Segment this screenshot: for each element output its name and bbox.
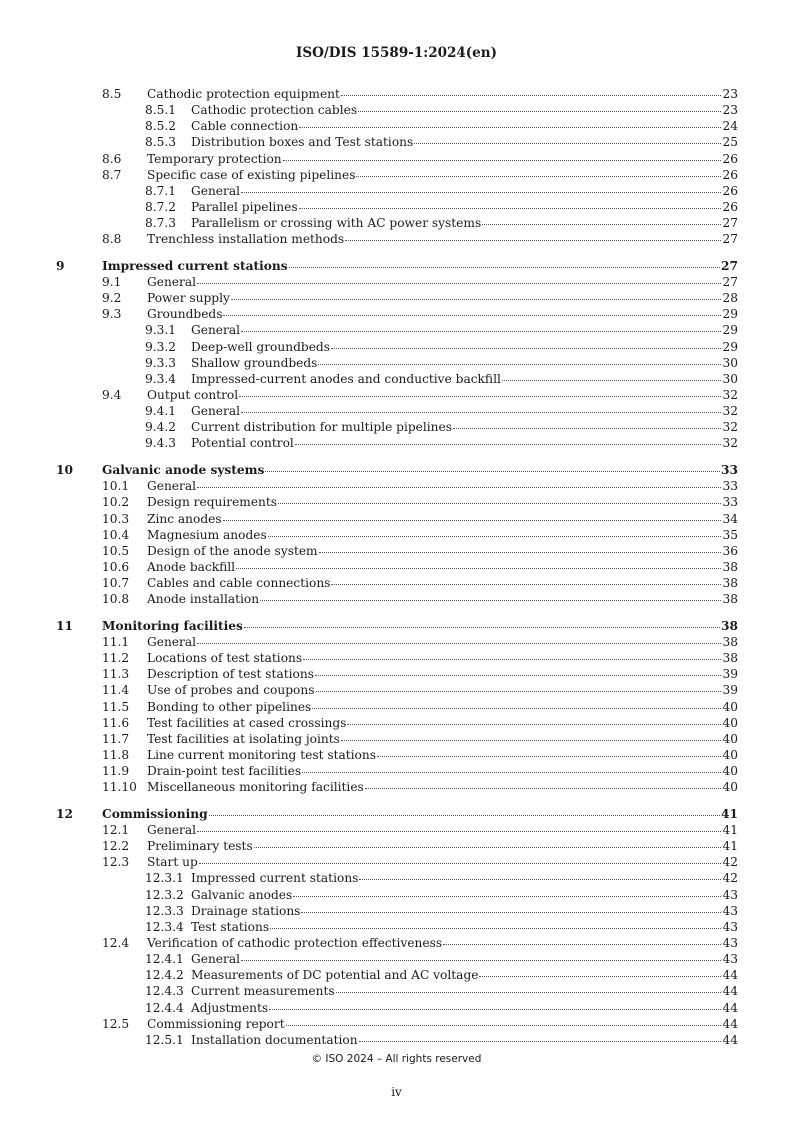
dot-leader (336, 992, 722, 993)
toc-entry-page: 40 (722, 764, 738, 779)
page-number: iv (391, 1085, 402, 1099)
toc-entry[interactable] (56, 1000, 738, 1016)
toc-entry-page: 29 (722, 323, 738, 338)
toc-entry-title: Description of test stations (147, 667, 314, 682)
toc-entry-page: 38 (722, 576, 738, 591)
toc-entry-page: 40 (722, 747, 738, 762)
toc-entry[interactable] (56, 543, 738, 559)
dot-leader (331, 584, 721, 585)
toc-entry-number: 12.3 (102, 855, 130, 870)
dot-leader (199, 863, 722, 864)
toc-entry-number: 9.4.3 (145, 436, 177, 451)
toc-entry-number: 8.6 (102, 151, 122, 166)
toc-entry-number: 9.4 (102, 388, 122, 403)
toc-entry-page: 42 (722, 871, 738, 886)
toc-entry[interactable] (56, 919, 738, 935)
toc-entry[interactable] (56, 494, 738, 510)
toc-entry-page: 40 (722, 699, 738, 714)
toc-entry-page: 44 (722, 1000, 738, 1015)
dot-leader (453, 428, 721, 429)
dot-leader (260, 600, 721, 601)
toc-entry-number: 8.7.3 (145, 216, 177, 231)
toc-entry[interactable] (56, 306, 738, 322)
toc-entry-page: 38 (722, 559, 738, 574)
toc-entry-number: 10.3 (102, 511, 130, 526)
toc-entry-number: 10.7 (102, 576, 130, 591)
toc-entry-page: 27 (721, 258, 738, 273)
toc-entry-title: Cathodic protection cables (191, 103, 358, 118)
toc-entry-number: 8.5 (102, 87, 122, 101)
dot-leader (302, 772, 721, 773)
dot-leader (377, 756, 721, 757)
toc-entry-title: General (147, 823, 196, 838)
toc-entry-page: 32 (722, 388, 738, 403)
toc-entry[interactable] (56, 527, 738, 543)
toc-entry-title: Parallelism or crossing with AC power systems (191, 216, 482, 231)
toc-entry-number: 9.3.4 (145, 371, 177, 386)
dot-leader (223, 520, 722, 521)
toc-entry-page: 44 (722, 1032, 738, 1047)
toc-entry-page: 38 (722, 651, 738, 666)
toc-entry-title: General (191, 952, 240, 967)
toc-entry-number: 12.2 (102, 839, 130, 854)
toc-entry-title: Commissioning (102, 806, 208, 821)
toc-entry-title: Installation documentation (191, 1032, 358, 1047)
toc-entry-number: 11.5 (102, 699, 130, 714)
dot-leader (301, 912, 721, 913)
dot-leader (270, 928, 721, 929)
toc-entry-number: 12.3.2 (145, 887, 184, 902)
toc-entry-title: General (147, 479, 196, 494)
toc-entry[interactable] (56, 747, 738, 763)
toc-entry-title: Drainage stations (191, 903, 301, 918)
toc-entry-page: 42 (722, 855, 738, 870)
toc-entry-page: 27 (722, 232, 738, 247)
toc-entry-title: General (147, 275, 196, 290)
dot-leader (283, 160, 722, 161)
toc-entry-number: 12.4.4 (145, 1000, 184, 1015)
toc-entry-page: 44 (722, 984, 738, 999)
toc-entry-number: 8.5.3 (145, 135, 177, 150)
toc-entry[interactable] (56, 371, 738, 387)
dot-leader (197, 643, 721, 644)
toc-entry-page: 41 (722, 823, 738, 838)
toc-entry-page: 41 (722, 839, 738, 854)
toc-entry-number: 9.3.3 (145, 355, 177, 370)
toc-entry-number: 10 (56, 463, 73, 478)
toc-entry-title: Parallel pipelines (191, 199, 298, 214)
toc-entry-title: Deep-well groundbeds (191, 339, 330, 354)
toc-entry-title: Drain-point test facilities (147, 764, 302, 779)
toc-entry[interactable] (56, 322, 738, 338)
toc-entry-title: Zinc anodes (147, 511, 222, 526)
toc-entry-number: 11.3 (102, 667, 130, 682)
toc-entry-title: Miscellaneous monitoring facilities (147, 780, 364, 795)
toc-entry-page: 43 (722, 919, 738, 934)
dot-leader (479, 976, 721, 977)
dot-leader (341, 740, 722, 741)
toc-entry-number: 9.3.1 (145, 323, 177, 338)
toc-entry-page: 41 (721, 806, 738, 821)
toc-entry-title: Anode installation (147, 592, 260, 607)
toc-entry-number: 10.8 (102, 592, 130, 607)
toc-entry-title: Test facilities at cased crossings (147, 715, 347, 730)
toc-entry-page: 26 (722, 183, 738, 198)
toc-entry-page: 25 (722, 135, 738, 150)
toc-entry-page: 26 (722, 167, 738, 182)
dot-leader (286, 1025, 722, 1026)
toc-entry-number: 8.7.1 (145, 183, 177, 198)
toc-entry-title: Impressed current stations (191, 871, 359, 886)
dot-leader (341, 95, 722, 96)
toc-entry-page: 33 (722, 479, 738, 494)
toc-entry-title: Preliminary tests (147, 839, 253, 854)
toc-entry-page: 23 (722, 103, 738, 118)
toc-entry[interactable] (56, 86, 738, 102)
dot-leader (502, 380, 722, 381)
toc-entry-page: 24 (722, 119, 738, 134)
toc-entry-number: 11.7 (102, 731, 130, 746)
toc-entry-title: Test facilities at isolating joints (147, 731, 340, 746)
toc-entry-page: 44 (722, 968, 738, 983)
toc-entry-number: 12.5.1 (145, 1032, 184, 1047)
dot-leader (241, 412, 721, 413)
toc-entry-page: 43 (722, 903, 738, 918)
dot-leader (356, 176, 721, 177)
toc-entry[interactable] (56, 967, 738, 983)
toc-entry[interactable] (56, 763, 738, 779)
toc-entry-number: 10.2 (102, 495, 130, 510)
dot-leader (345, 240, 721, 241)
toc-entry-number: 12.3.4 (145, 919, 184, 934)
toc-entry-page: 27 (722, 275, 738, 290)
dot-leader (223, 315, 721, 316)
toc-entry[interactable] (56, 462, 738, 478)
dot-leader (241, 960, 721, 961)
dot-leader (295, 444, 722, 445)
toc-entry-number: 10.5 (102, 543, 130, 558)
copyright-notice: © ISO 2024 – All rights reserved (311, 1053, 482, 1065)
dot-leader (241, 192, 721, 193)
dot-leader (289, 267, 720, 268)
toc-entry[interactable] (56, 403, 738, 419)
toc-entry[interactable] (56, 666, 738, 682)
toc-entry-number: 10.6 (102, 559, 130, 574)
toc-entry[interactable] (56, 682, 738, 698)
toc-entry-page: 32 (722, 420, 738, 435)
toc-entry-page: 40 (722, 731, 738, 746)
toc-entry[interactable] (56, 167, 738, 183)
toc-entry-title: Power supply (147, 291, 230, 306)
toc-entry-number: 9.1 (102, 275, 122, 290)
toc-entry-page: 43 (722, 936, 738, 951)
toc-entry-title: Galvanic anodes (191, 887, 293, 902)
toc-entry[interactable] (56, 951, 738, 967)
toc-entry-title: Cathodic protection equipment (147, 87, 340, 101)
toc-entry-title: Design of the anode system (147, 543, 318, 558)
toc-entry[interactable] (56, 935, 738, 951)
dot-leader (312, 708, 721, 709)
toc-entry[interactable] (56, 575, 738, 591)
toc-entry-number: 8.5.2 (145, 119, 177, 134)
toc-entry-title: Verification of cathodic protection effectiveness (147, 936, 443, 951)
toc-entry-number: 9.3.2 (145, 339, 177, 354)
dot-leader (318, 364, 721, 365)
toc-entry-title: Potential control (191, 436, 294, 451)
dot-leader (443, 944, 721, 945)
toc-entry-title: General (191, 323, 240, 338)
toc-entry-title: General (191, 183, 240, 198)
toc-entry[interactable] (56, 559, 738, 575)
dot-leader (316, 691, 722, 692)
toc-entry-number: 9.4.2 (145, 420, 177, 435)
table-of-contents (56, 86, 738, 1048)
toc-entry-number: 12.5 (102, 1016, 130, 1031)
toc-entry-title: Distribution boxes and Test stations (191, 135, 414, 150)
toc-entry-title: Current measurements (191, 984, 335, 999)
toc-entry-title: Impressed current stations (102, 258, 288, 273)
toc-entry-page: 39 (722, 667, 738, 682)
toc-entry-page: 40 (722, 715, 738, 730)
toc-entry[interactable] (56, 650, 738, 666)
dot-leader (358, 111, 721, 112)
dot-leader (319, 552, 722, 553)
toc-entry-title: Start up (147, 855, 198, 870)
toc-entry-number: 12.4 (102, 936, 130, 951)
toc-entry-title: Use of probes and coupons (147, 683, 315, 698)
toc-entry[interactable] (56, 118, 738, 134)
toc-entry-number: 10.1 (102, 479, 130, 494)
toc-entry-title: Current distribution for multiple pipelines (191, 420, 453, 435)
toc-entry-page: 44 (722, 1016, 738, 1031)
toc-entry-page: 32 (722, 436, 738, 451)
dot-leader (303, 659, 721, 660)
toc-entry-title: Cables and cable connections (147, 576, 331, 591)
toc-entry-number: 12.4.1 (145, 952, 184, 967)
toc-entry-number: 10.4 (102, 527, 130, 542)
toc-entry-title: Trenchless installation methods (147, 232, 345, 247)
toc-entry-number: 8.7.2 (145, 199, 177, 214)
toc-entry[interactable] (56, 618, 738, 634)
toc-entry-page: 39 (722, 683, 738, 698)
toc-entry[interactable] (56, 215, 738, 231)
toc-entry-number: 11.2 (102, 651, 130, 666)
toc-entry-title: Cable connection (191, 119, 299, 134)
toc-entry-number: 9.3 (102, 307, 122, 322)
toc-entry-number: 9 (56, 258, 65, 273)
toc-entry-page: 29 (722, 307, 738, 322)
dot-leader (293, 896, 721, 897)
toc-entry[interactable] (56, 151, 738, 167)
toc-entry-title: Monitoring facilities (102, 618, 243, 633)
dot-leader (241, 331, 721, 332)
toc-entry-title: Adjustments (191, 1000, 269, 1015)
toc-entry-title: Locations of test stations (147, 651, 303, 666)
toc-entry[interactable] (56, 806, 738, 822)
dot-leader (197, 487, 721, 488)
toc-entry[interactable] (56, 134, 738, 150)
toc-entry[interactable] (56, 290, 738, 306)
toc-entry-number: 9.4.1 (145, 404, 177, 419)
toc-entry[interactable] (56, 854, 738, 870)
dot-leader (244, 627, 720, 628)
toc-entry-page: 26 (722, 199, 738, 214)
toc-entry-number: 12.4.2 (145, 968, 184, 983)
toc-entry-page: 36 (722, 543, 738, 558)
toc-entry-page: 30 (722, 355, 738, 370)
toc-entry-page: 43 (722, 887, 738, 902)
toc-entry[interactable] (56, 355, 738, 371)
dot-leader (359, 1041, 722, 1042)
toc-entry[interactable] (56, 199, 738, 215)
toc-entry-number: 11.9 (102, 764, 130, 779)
toc-entry-page: 38 (722, 592, 738, 607)
toc-entry-number: 11.6 (102, 715, 130, 730)
toc-entry[interactable] (56, 435, 738, 451)
dot-leader (331, 348, 722, 349)
document-header: ISO/DIS 15589-1:2024(en) (296, 45, 497, 61)
toc-entry[interactable] (56, 339, 738, 355)
toc-entry[interactable] (56, 231, 738, 247)
toc-entry[interactable] (56, 779, 738, 795)
dot-leader (269, 1009, 721, 1010)
dot-leader (278, 503, 721, 504)
toc-entry[interactable] (56, 983, 738, 999)
toc-entry-number: 8.5.1 (145, 103, 177, 118)
toc-entry[interactable] (56, 183, 738, 199)
dot-leader (231, 299, 722, 300)
dot-leader (347, 724, 721, 725)
toc-entry-number: 8.8 (102, 232, 122, 247)
toc-entry-number: 11.4 (102, 683, 130, 698)
toc-entry-page: 33 (721, 463, 738, 478)
toc-entry[interactable] (56, 511, 738, 527)
toc-entry-number: 12.1 (102, 823, 130, 838)
toc-entry[interactable] (56, 419, 738, 435)
toc-entry[interactable] (56, 1016, 738, 1032)
toc-entry-title: General (147, 635, 196, 649)
toc-entry-page: 35 (722, 527, 738, 542)
toc-entry-title: Impressed-current anodes and conductive backfill (191, 371, 501, 386)
dot-leader (209, 815, 720, 816)
toc-entry-page: 32 (722, 404, 738, 419)
toc-entry[interactable] (56, 478, 738, 494)
toc-entry-title: Bonding to other pipelines (147, 699, 312, 714)
toc-entry-page: 28 (722, 291, 738, 306)
toc-entry-page: 29 (722, 339, 738, 354)
toc-entry-number: 12.4.3 (145, 984, 184, 999)
toc-entry[interactable] (56, 258, 738, 274)
toc-entry-page: 27 (722, 216, 738, 231)
toc-entry-page: 43 (722, 952, 738, 967)
dot-leader (365, 788, 722, 789)
toc-entry-page: 23 (722, 87, 738, 101)
toc-entry-number: 11.10 (102, 780, 137, 795)
toc-entry[interactable] (56, 903, 738, 919)
dot-leader (482, 224, 721, 225)
toc-entry-title: Galvanic anode systems (102, 463, 265, 478)
dot-leader (254, 847, 722, 848)
toc-entry-title: Anode backfill (147, 559, 236, 574)
toc-entry[interactable] (56, 102, 738, 118)
toc-entry[interactable] (56, 887, 738, 903)
dot-leader (299, 127, 721, 128)
dot-leader (414, 143, 721, 144)
toc-entry-title: Design requirements (147, 495, 278, 510)
toc-entry-page: 30 (722, 371, 738, 386)
dot-leader (265, 471, 720, 472)
toc-entry-page: 40 (722, 780, 738, 795)
dot-leader (197, 831, 721, 832)
dot-leader (239, 396, 721, 397)
toc-entry-title: Magnesium anodes (147, 527, 267, 542)
toc-entry-title: Temporary protection (147, 151, 282, 166)
toc-entry-page: 26 (722, 151, 738, 166)
toc-entry[interactable] (56, 822, 738, 838)
toc-entry-page: 34 (722, 511, 738, 526)
toc-entry-title: Shallow groundbeds (191, 355, 318, 370)
toc-entry-page: 38 (722, 635, 738, 649)
toc-entry[interactable] (56, 699, 738, 715)
toc-entry-title: Groundbeds (147, 307, 223, 322)
toc-entry-title: General (191, 404, 240, 419)
toc-entry-number: 11 (56, 618, 73, 633)
dot-leader (315, 675, 722, 676)
toc-entry[interactable] (56, 274, 738, 290)
toc-entry-number: 11.1 (102, 635, 130, 649)
toc-entry[interactable] (56, 1032, 738, 1048)
toc-entry[interactable] (56, 731, 738, 747)
toc-entry[interactable] (56, 591, 738, 607)
toc-entry-number: 12.3.3 (145, 903, 184, 918)
toc-entry-number: 8.7 (102, 167, 122, 182)
toc-entry-title: Test stations (191, 919, 270, 934)
toc-entry-number: 12 (56, 806, 73, 821)
toc-entry[interactable] (56, 870, 738, 886)
toc-entry-page: 33 (722, 495, 738, 510)
dot-leader (299, 208, 722, 209)
toc-entry-number: 11.8 (102, 747, 130, 762)
dot-leader (197, 283, 721, 284)
toc-entry-title: Measurements of DC potential and AC voltage (191, 968, 479, 983)
toc-entry[interactable] (56, 387, 738, 403)
toc-entry[interactable] (56, 838, 738, 854)
toc-entry-title: Output control (147, 388, 239, 403)
toc-entry-number: 9.2 (102, 291, 122, 306)
dot-leader (268, 536, 722, 537)
toc-entry-page: 38 (721, 618, 738, 633)
toc-entry-number: 12.3.1 (145, 871, 184, 886)
dot-leader (236, 568, 721, 569)
toc-entry-title: Commissioning report (147, 1016, 285, 1031)
toc-entry-title: Specific case of existing pipelines (147, 167, 356, 182)
toc-entry[interactable] (56, 634, 738, 650)
dot-leader (359, 879, 721, 880)
toc-entry-title: Line current monitoring test stations (147, 747, 377, 762)
toc-entry[interactable] (56, 715, 738, 731)
